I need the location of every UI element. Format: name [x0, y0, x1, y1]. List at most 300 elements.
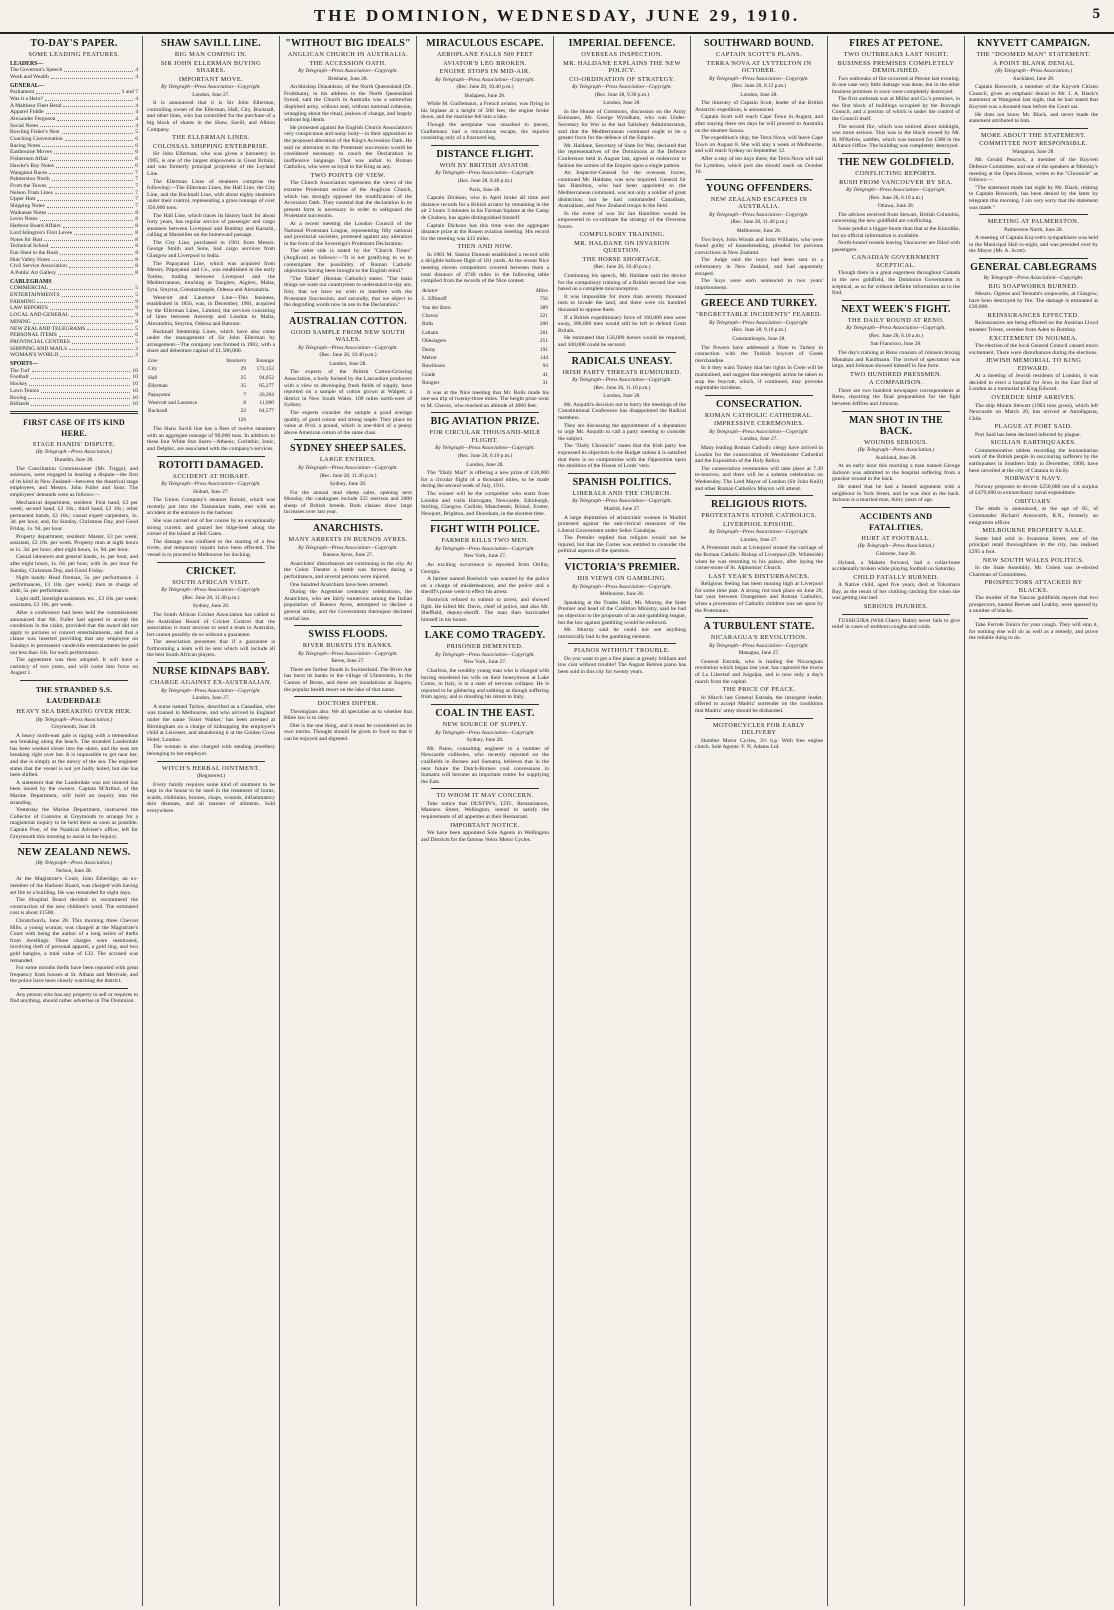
- article-received: (Rec. June 28, 6.10 p.m.): [457, 453, 513, 459]
- article-dateline: Paris, June 28.: [469, 186, 501, 193]
- article-body: [284, 490, 412, 516]
- index-entry-label: Racing Notes: [10, 142, 41, 149]
- paragraph: Speaking at the Trades Hall, Mr. Murray, the State Premier and head of the Coalition Ministry, said he had no objection to the proposals of an anti-gambling league, but the law against gambling would be enforced.: [558, 599, 686, 626]
- paragraph: Westcott and Laurence Line—This business, established in 1856, was, in December, 1901, acquired by the Ellerman Lines, Limited, the services consisting of lines between Antwerp and London to Malta, Alexandria, Smyrna, Odessa and Batoum.: [147, 294, 275, 327]
- paragraph: The Ellerman Lines of steamers comprise the following:—The Ellerman Lines, the Hall Line, the City Line, and the Bucknall Line, with about eighty steamers under their control, representing a gross tonnage of over 350,000 tons.: [147, 178, 275, 211]
- notice-text: Take notice that DUSTIN'S, LTD., Restaurateurs, Manners Street, Wellington, intend to satisfy the requirements of all appetites at their Restaurant.: [421, 800, 549, 820]
- table-header-cell: Line: [148, 357, 158, 364]
- index-entry-label: Wanganui Races: [10, 169, 48, 176]
- article-body: [421, 195, 549, 242]
- article-dateline: Brisbane, June 28.: [328, 75, 368, 82]
- paragraph: In March last General Estrada, the insurgent leader, offered to accept Madriz' surrender on the conditions that Madriz' army should be disbanded.: [695, 694, 823, 714]
- paragraph: Anarchists' disturbances are continuing in the city. At the Colon Theatre a bomb was thrown during a performance, and several persons were injured.: [284, 560, 412, 580]
- paragraph: The winner will be the competitor who starts from London and visits Harrogate, Newcastle, Edinburgh, Stirling, Glasgow, Carlisle, Manchester, Bristol, Exeter, Newport, Brighton, and Shoreham, in the shortest time.: [421, 490, 549, 517]
- index-section-heading: GENERAL—: [10, 82, 45, 89]
- article-knyvett: [969, 38, 1098, 255]
- article-credit: By Telegraph—Press Association—Copyright.: [572, 583, 672, 590]
- cable-text: The murder of the Yancan goldfields reports that two prospectors, named Reeves and Leabby, were speared by a number of blacks.: [969, 595, 1098, 615]
- paragraph: Captain Dickson, who in April broke all time and distance records for a British aviator by remaining in the air 2 hours 3 minutes in his Farman biplane at the Camp de Chalons, has again distinguished himself.: [421, 195, 549, 221]
- paragraph: The Premier replied that religion would not be injured, but that the Cortes was entitled to consider the political aspects of the question.: [558, 535, 686, 555]
- table-cell: 20,204: [259, 391, 274, 398]
- paragraph: "The statement made last night by Mr. Black, relating to Captain Bosworth, has been denied by the latter by telegram this morning. I am very sorry that the statement was made.": [969, 184, 1098, 211]
- index-entry-label: Lawn Tennis: [10, 387, 39, 394]
- paragraph: Religious feeling has been running high at Liverpool for some time past. A strong riot took place on June 20, last year between Orangemen and Roman Catholics, when a procession of Catholic children was set upon by the Protestants.: [695, 581, 823, 614]
- article-headline: COAL IN THE EAST.: [435, 708, 535, 720]
- leader-dots: [50, 305, 133, 310]
- index-entry-page: 6: [135, 332, 138, 339]
- leader-dots: [28, 395, 130, 400]
- index-entry-page: 5: [135, 292, 138, 299]
- paragraph: The first outbreak was at Millar and Co.'s premises, in the first block of buildings occupied by the Borough Council, and a portion of which is under the control of the Council itself.: [832, 96, 960, 123]
- index-entry-page: 4: [135, 109, 138, 116]
- cable-text: Messrs. Ogston and Tennant's soapworks, at Glasgow, have been destroyed by fire. The damage is estimated at £30,000.: [969, 291, 1098, 311]
- article-dateline: New York, June 27.: [463, 553, 507, 560]
- paragraph: An exciting occurrence is reported from Orillia, Georgia.: [421, 562, 549, 575]
- leader-dots: [62, 292, 134, 297]
- paragraph: He protested against the English Church Association's very conspicuous and noisy body—in their opposition to the proposed alteration of the King's Accession Oath. He said no alteration to the Protestant succession would be considered necessary to couch the Declaration in inoffensive language. That was unfair to Roman Catholics, who were as loyal to the King as any.: [284, 124, 412, 171]
- article-credit: (By Telegraph—Press Association.): [857, 543, 935, 550]
- article-credit: By Telegraph—Press Association—Copyright.: [161, 587, 261, 594]
- article-body: [695, 345, 823, 392]
- index-entry-label: Upper Hutt: [10, 196, 36, 203]
- article-subhead: LARGE ENTRIES.: [319, 456, 377, 464]
- fleet-table: [147, 357, 275, 424]
- article-subhead: CANADIAN GOVERNMENT SCEPTICAL.: [851, 254, 940, 269]
- index-entry: [10, 395, 138, 402]
- table-header-cell: Steamers: [226, 357, 247, 364]
- article-credit: By Telegraph—Press Association—Copyright.: [572, 498, 672, 505]
- index-entry: [10, 257, 138, 264]
- cable-text: The ship Mount Stewart (1903 tons gross), which left Newcastle on March 20, has arrived at Antofagasta, Chile.: [969, 402, 1098, 422]
- index-entry-page: 8: [135, 223, 138, 230]
- divider: [842, 411, 950, 412]
- table-cell: Rolls: [422, 321, 434, 328]
- article-aviation-prize: [421, 416, 549, 517]
- index-entry-page: 8: [135, 229, 138, 236]
- index-entry: [10, 196, 138, 203]
- article-body: [695, 581, 823, 614]
- table-row: [421, 337, 549, 345]
- article-body: [695, 659, 823, 685]
- paragraph: Light staff, limelight assistants, etc., £3 10s. per week; assistants, £2 10s. per week.: [10, 595, 138, 609]
- index-entry-page: 10: [132, 367, 138, 374]
- article-subhead: A COMPARISON.: [869, 379, 923, 387]
- cable-text: Reinsurances are being effected on the Austrian Lloyd steamer Trieste, overdue from Aden to Bombay.: [969, 320, 1098, 333]
- divider: [842, 300, 950, 301]
- index-entry-page: 8: [135, 209, 138, 216]
- paragraph: The association presumes that if a guarantee is forthcoming a team will be sent which will include all the best South African players.: [147, 639, 275, 659]
- article-body: [284, 180, 412, 308]
- table-cell: Metrot: [422, 355, 437, 361]
- index-entry-label: Football: [10, 374, 29, 381]
- paragraph: Captain Scott will reach Cape Town in August, and after staying there ten days he will proceed to Australia on the steamer Saxon.: [695, 114, 823, 134]
- paragraph: The Church Association represents the views of the extreme Protestant section of the Anglican Church, which has strongly opposed the modification of the Accession Oath. They contend that the declaration in its present form is necessary in order to safeguard the Protestant succession.: [284, 180, 412, 220]
- paragraph: At an early hour this morning a man named George Jackson was admitted to the hospital suffering from a gunshot wound in the back.: [832, 463, 960, 483]
- index-entry-page: 8: [135, 249, 138, 256]
- article-dateline: London, June 28.: [466, 461, 504, 468]
- leader-dots: [47, 203, 134, 208]
- article-body: [421, 562, 549, 623]
- index-entry-page: 7: [135, 169, 138, 176]
- index-entry-label: PERSONAL ITEMS: [10, 332, 57, 339]
- paragraph: Mechanical department, resident: First hand, £3 per week; second hand, £2 10s.; third hand, £2 10s.; other permanent hands, £2 10s.; casual expert carpenters, 1s. 3d. per hour, and, for Sunday, Christmas Day, and Good Friday, 1s. 9d. per hour.: [10, 499, 138, 532]
- article-subhead: THE HORSE SHORTAGE.: [582, 255, 662, 263]
- paragraph: Archbishop Donaldson, of the North Queensland (Dr. Frodsham), in his address to the North Queensland Synod, said the Church in Australia was a somewhat dispirited army, without zeal, without nominal cohesion, wrangling about the ritual, jealous of change, and largely without big ideals.: [284, 84, 412, 124]
- table-row: [421, 304, 549, 312]
- article-body: [832, 212, 960, 254]
- paragraph: Night hands: Head fireman, 5s. per performance. 3 performances, £1 10s. (per week); men in charge of slide, 5s. per performance.: [10, 575, 138, 595]
- table-cell: Bucknall: [148, 408, 168, 415]
- index-entry-label: COMMERCIAL: [10, 285, 48, 292]
- article-body: [832, 463, 960, 504]
- divider: [431, 704, 539, 705]
- article-received: (Rec. June 28, 9.10 p.m.): [731, 327, 787, 334]
- paragraph: The experts consider the sample a good average quality, of good colour and strong staple. They place its value at 8½d. a pound, which is one-third of a penny above American cotton of the same class.: [284, 410, 412, 436]
- paragraph: A nurse named Tarlow, described as a Canadian, who was trained in Melbourne, and who arrived in England under the name 'Sister Walker,' has been arrested at Birmingham on a charge of kidnapping the employer's child at Leicester, and abandoning it at the Golden Cross Hotel, London.: [147, 703, 275, 743]
- article-body: [147, 151, 275, 355]
- index-entry-label: Work and Wealth: [10, 73, 49, 80]
- table-body: [147, 365, 275, 415]
- article-subhead: MORE ABOUT THE STATEMENT.: [981, 131, 1086, 139]
- index-entry-label: Levin Notes: [10, 216, 38, 223]
- paragraph: A farmer named Bostwick was wanted by the police on a charge of misdemeanour, and the police and a sheriff's posse went to effect his arrest.: [421, 576, 549, 596]
- paragraph: Two outbreaks of fire occurred at Petone last evening. In one case very little damage was done, but in the other business premises in town were completely destroyed.: [832, 75, 960, 95]
- index-entry-page: 4: [135, 73, 138, 80]
- index-entry-page: 9: [135, 318, 138, 325]
- index-entry: [10, 74, 138, 81]
- article-credit: By Telegraph—Press Association—Copyright.: [161, 84, 261, 90]
- cable-text: Port Said has been declared infected by plague.: [975, 431, 1081, 438]
- index-entry: [10, 116, 138, 123]
- paragraph: The "Daily Chronicle" states that the Irish party has expressed its objection to the Budget unless it is satisfied that there is no compromise with the Opposition upon the abolition of the House of Lords' veto.: [558, 443, 686, 470]
- paragraph: Mr. Asquith's decision not to hurry the meetings of the Constitutional Conference has disappointed the Radical members.: [558, 401, 686, 422]
- article-headline: THE NEW GOLDFIELD.: [838, 157, 954, 169]
- divider: [705, 495, 813, 496]
- article-dateline: Sydney, June 28.: [329, 481, 367, 488]
- index-entry-page: 9: [135, 298, 138, 305]
- column-5: [554, 36, 691, 1606]
- article-headline: SWISS FLOODS.: [308, 629, 388, 641]
- index-entry-label: FARMING: [10, 298, 36, 305]
- table-cell: 8: [243, 400, 247, 406]
- index-entry-label: Technical School: [10, 243, 49, 250]
- leader-dots: [69, 263, 133, 268]
- article-deck: SIR JOHN ELLERMAN BUYING SHARES.: [160, 59, 262, 74]
- index-entry: [10, 381, 138, 388]
- index-entry-page: 8: [135, 243, 138, 250]
- article-subhead: LIBERALS AND THE CHURCH.: [572, 489, 672, 497]
- index-entry-label: Apparel Fiddle: [10, 109, 44, 116]
- leader-dots: [59, 332, 133, 337]
- index-entry: [10, 237, 138, 244]
- table-cell: Westcott and Laurence: [148, 400, 198, 406]
- table-cell: 22: [240, 408, 247, 415]
- paragraph: The woman is also charged with stealing jewellery belonging to her employer.: [147, 744, 275, 757]
- article-subhead: SERIOUS INJURIES.: [863, 603, 929, 610]
- article-body: [284, 709, 412, 743]
- paragraph: He estimated that 156,000 horses would be required, and 100,000 could be secured.: [558, 335, 686, 348]
- paragraph: An Inspector-General for the overseas forces, continued Mr. Haldane, was now required. General Sir Ian Hamilton, who had been appointed to the Mediterranean command, was not only a soldier of great distinction, but he had commanded Canadians, Australians, and New Zealand troops in the field.: [558, 170, 686, 210]
- paragraph: If a British expeditionary force of 160,000 men were away, 300,000 men would still be left to defend Great Britain.: [558, 314, 686, 334]
- article-body: [147, 704, 275, 758]
- article-young: [695, 183, 823, 292]
- article-credit: By Telegraph—Press Association—Copyright.: [435, 729, 535, 736]
- index-entry: [10, 352, 138, 359]
- article-dateline: Madrid, June 27.: [603, 505, 641, 512]
- index-entry: [10, 401, 138, 408]
- leader-dots: [31, 401, 130, 406]
- index-entry: [10, 143, 138, 150]
- article-headline: FIRES AT PETONE.: [849, 38, 943, 49]
- ad-title: PIANOS WITHOUT TROUBLE.: [573, 647, 670, 655]
- article-received: (Rec. June 28, 6.10 a.m.): [868, 194, 924, 201]
- article-dateline: Nelson, June 28.: [56, 867, 92, 874]
- index-entry: [10, 326, 138, 333]
- article-subhead: "REGRETTABLE INCIDENTS" FEARED.: [696, 311, 822, 319]
- index-entry: [10, 319, 138, 326]
- divider: [157, 662, 265, 663]
- paragraph: There are two hundred newspaper correspondents at Reno, reporting the final preparations for the fight between Jeffries and Johnson.: [832, 387, 960, 407]
- column-1: [6, 36, 143, 1606]
- table-header-row: [421, 287, 549, 295]
- index-entry-label: Eastbourne Moves: [10, 149, 52, 156]
- paragraph: At the Magistrate's Court, John Etheridge, an ex-member of the Harbour Board, was charged with having set fire to a building. He was remanded for eight days.: [10, 876, 138, 896]
- article-body: [695, 545, 823, 571]
- article-subhead: WON BY BRITISH AVIATOR.: [439, 161, 531, 169]
- index-entry-label: Parliament: [10, 89, 35, 96]
- paragraph: The "Daily Mail" is offering a new prize of £10,000 for a circular flight of a thousand miles, to be made during the second week of July, 1911.: [421, 470, 549, 490]
- divider: [705, 617, 813, 618]
- index-entry: [10, 285, 138, 292]
- index-entry-page: 10: [132, 401, 138, 408]
- column-6: [691, 36, 828, 1606]
- article-subhead: ANGLICAN CHURCH IN AUSTRALIA.: [287, 51, 409, 58]
- article-headline: CRICKET.: [185, 565, 237, 577]
- leader-dots: [41, 388, 131, 393]
- table-cell: 29: [240, 366, 247, 373]
- article-fight: [832, 304, 960, 408]
- article-subhead: SOME LEADING FEATURES.: [28, 51, 120, 58]
- article-deck: TERRA NOVA AT LYTTELTON IN OCTOBER.: [706, 59, 812, 74]
- article-subhead: COMPULSORY TRAINING.: [579, 231, 665, 239]
- divider: [157, 562, 265, 563]
- index-entry-page: 8: [135, 256, 138, 263]
- cable-subhead: PLAGUE AT PORT SAID.: [994, 423, 1073, 431]
- divider: [979, 214, 1088, 215]
- table-cell: 200: [539, 321, 548, 328]
- article-received: (Rec. June 28, 9.30 p.m.): [594, 91, 650, 98]
- paragraph: The Hospital Board decided to recommend the construction of the new children's ward. The estimated cost is about £1500.: [10, 897, 138, 917]
- index-entry-page: 6: [135, 162, 138, 169]
- article-subhead: STAGE HANDS' DISPUTE.: [32, 440, 116, 448]
- index-entry-label: LAW REPORTS: [10, 305, 48, 312]
- table-cell: Olieslagers: [422, 338, 447, 345]
- article-deck: BUSINESS PREMISES COMPLETELY DEMOLISHED.: [837, 59, 955, 74]
- article-general-cablegrams: [969, 262, 1098, 642]
- index-entry-page: 7: [135, 182, 138, 189]
- article-subhead: COMMITTEE NOT RESPONSIBLE.: [979, 140, 1088, 148]
- table-cell: Rougier: [422, 380, 440, 387]
- paragraph: Charlton, the wealthy young man who is charged with having murdered his wife on their honeymoon at Lake Como, in Italy, is in a state of nervous collapse. He is reported to be gibbering and sobbing as though suffering from agony, and is dreading his return to Italy.: [421, 668, 549, 701]
- index-entry-label: Billiards: [10, 401, 30, 408]
- article-subhead: MR. HALDANE ON INVASION QUESTION.: [574, 239, 670, 255]
- article-dateline: Palmerston North, June 28.: [1004, 226, 1063, 233]
- table-cell: Ellerman: [148, 383, 168, 390]
- table-cell: 173,153: [256, 366, 274, 373]
- leader-dots: [51, 243, 134, 248]
- index-entry-page: 2: [135, 352, 138, 359]
- ad-subtitle: (Registered.): [197, 773, 225, 779]
- article-subhead: COLOSSAL SHIPPING ENTERPRISE.: [153, 142, 269, 150]
- paragraph: The Powers have addressed a Note to Turkey in connection with the Turkish boycott of Greek merchandise.: [695, 344, 823, 364]
- index-entry-label: WOMAN'S WORLD: [10, 352, 59, 359]
- article-dateline: Wanganui, June 28.: [1012, 148, 1055, 155]
- divider: [431, 520, 539, 521]
- article-trailer: Any person who has any property to sell or requires to find anything, should rather advertise in The Dominion.: [10, 991, 138, 1005]
- cable-text: The death is announced, at the age of 85, of Commander Richard Ainsworth, R.N., formerly an emigration officer.: [969, 506, 1098, 526]
- index-entry: [10, 230, 138, 237]
- advertisement: [147, 765, 275, 815]
- article-received: (Rec. June 28, 10.40 p.m.): [319, 352, 377, 359]
- article-subhead: FARMER KILLS TWO MEN.: [441, 537, 529, 545]
- index-entry-page: 7: [135, 176, 138, 183]
- index-entry: [10, 109, 138, 116]
- paragraph: She was carried out of her course by an exceptionally strong current, and grazed her bilge-keel along the corner of the island at Hell Gates.: [147, 518, 275, 538]
- leader-dots: [40, 216, 134, 221]
- index-entry-page: 4: [135, 95, 138, 102]
- leader-dots: [87, 326, 133, 331]
- paragraph: Casual labourers and general hands, 1s. per hour, and after eight hours, 1s. 6d. per hour, with 3s. per hour for Sunday, Christmas Day, and Good Friday.: [10, 554, 138, 574]
- article-southward: [695, 38, 823, 176]
- article-anarchists: [284, 523, 412, 622]
- masthead-title: THE DOMINION, WEDNESDAY, JUNE 29, 1910.: [313, 6, 801, 25]
- index-entry-label: Alexander Ferguson: [10, 115, 56, 122]
- article-subhead: IRISH PARTY THREATS RUMOURED.: [562, 368, 682, 376]
- index-entry-page: 6: [135, 156, 138, 163]
- page-number: 5: [1092, 6, 1100, 22]
- leader-dots: [49, 183, 134, 188]
- article-subhead: CAPTAIN SCOTT'S PLANS.: [716, 51, 802, 58]
- divider: [705, 395, 813, 396]
- index-entry-label: Nelson Tram Lines: [10, 189, 53, 196]
- article-subhead: TWO OUTBREAKS LAST NIGHT.: [843, 51, 949, 58]
- cable-subhead: REINSURANCES EFFECTED.: [987, 311, 1080, 319]
- index-entry-label: Notes for Hutt: [10, 236, 43, 243]
- table-row: [421, 379, 549, 387]
- article-dateline: London, June 27.: [192, 91, 230, 98]
- article-dateline: Hobart, June 27.: [193, 488, 229, 495]
- table-cell: 85,277: [259, 383, 274, 390]
- index-entry: [10, 210, 138, 217]
- article-stranded: [10, 684, 138, 840]
- index-entry-page: 7: [135, 203, 138, 210]
- article-body: [421, 101, 549, 142]
- paragraph: The consecration ceremonies will take place at 7.30 to-morrow, and there will be a solemn celebration on Wednesday. The Lord Mayor of London (Sir John Knill) and other Roman Catholics Mayors will attend.: [695, 465, 823, 492]
- article-credit: By Telegraph—Press Association—Copyright.: [435, 170, 535, 177]
- index-entry: [10, 374, 138, 381]
- article-credit: By Telegraph—Press Association—Copyright.: [298, 464, 398, 471]
- index-entry-label: Hutt Valley Notes: [10, 256, 50, 263]
- article-credit: By Telegraph—Press Association—Copyright.: [709, 319, 809, 326]
- table-cell: 251: [539, 338, 548, 345]
- index-entry-label: Lord Islington's First Levee: [10, 229, 73, 236]
- table-cell: 389: [539, 304, 548, 311]
- article-received: (Rec. June 28, 10.40 p.m.): [593, 264, 651, 271]
- article-lake-como: [421, 630, 549, 701]
- index-entry-label: Was it a Hero?: [10, 95, 43, 102]
- index-entry-page: 6: [135, 142, 138, 149]
- paragraph: One hundred Anarchists have been arrested.: [290, 581, 389, 588]
- table-total-row: [147, 416, 275, 424]
- leader-dots: [52, 257, 133, 262]
- table-cell: 191: [539, 346, 548, 353]
- cable-subhead: JEWISH MEMORIAL TO KING EDWARD.: [985, 357, 1082, 372]
- article-body: [147, 612, 275, 659]
- index-entry-label: Shipping Notes: [10, 203, 45, 210]
- leader-dots: [54, 149, 133, 154]
- article-deck: CO-ORDINATION OF STRATEGY.: [569, 75, 675, 83]
- article-headline: THE STRANDED S.S. LAUDERDALE: [35, 685, 113, 706]
- cable-subhead: SICILIAN EARTHQUAKES.: [990, 439, 1077, 447]
- masthead: [0, 0, 1114, 34]
- article-body: [832, 560, 960, 573]
- article-dateline: Constantinople, June 28.: [732, 336, 786, 343]
- table-cell: Duray: [422, 346, 436, 353]
- index-entry-label: Palmerston North: [10, 176, 50, 183]
- ad-title: WITCH'S HERBAL OINTMENT.: [161, 764, 261, 772]
- article-subhead: HEAVY SEA BREAKING OVER HER.: [16, 708, 132, 716]
- article-deck: IMPORTANT MOVE.: [178, 75, 244, 83]
- index-entry-page: 7: [135, 196, 138, 203]
- table-cell: 94,852: [259, 374, 274, 381]
- leader-dots: [46, 109, 133, 114]
- leader-dots: [58, 270, 133, 275]
- leader-dots: [71, 312, 133, 317]
- notice: [421, 792, 549, 843]
- index-section-heading: LEADERS—: [10, 60, 44, 67]
- leader-dots: [44, 237, 133, 242]
- divider: [979, 258, 1088, 259]
- article-riots: [695, 499, 823, 614]
- article-credit: By Telegraph—Press Association—Copyright.: [572, 84, 672, 90]
- article-credit: By Telegraph—Press Association—Copyright.: [298, 344, 398, 351]
- article-headline: NEW ZEALAND NEWS.: [17, 847, 131, 859]
- index-entry: [10, 243, 138, 250]
- article-credit: By Telegraph—Press Association—Copyright.: [709, 428, 809, 435]
- article-fires: [832, 38, 960, 150]
- article-subhead: THE "DOOMED MAN" STATEMENT.: [976, 51, 1091, 58]
- leader-dots: [74, 230, 133, 235]
- paragraph: The second fire, which was noticed about midnight, was more serious. This was in the block owned by Mr. H. M'Kelvie, saddler, which was insured for £380 in the Alliance Office. The building was completely destroyed.: [832, 123, 960, 150]
- index-entry: [10, 312, 138, 319]
- table-row: [147, 382, 275, 390]
- index-entry: [10, 136, 138, 143]
- article-shaw-savill: [147, 38, 275, 453]
- index-entry-label: Boxing: [10, 394, 27, 401]
- leader-dots: [60, 352, 133, 357]
- paragraph: Bostwick refused to submit to arrest, and showed fight. He killed Mr. Davis, chief of police, and also Mr. Sheffield, deputy-sheriff. The man then barricaded himself in his house.: [421, 597, 549, 623]
- article-headline: NEXT WEEK'S FIGHT.: [841, 303, 951, 315]
- article-dateline: Budapest, June 28.: [464, 92, 506, 99]
- index-entry-page: 4: [135, 122, 138, 129]
- index-entry-label: The Governor's Speech: [10, 67, 63, 74]
- table-row: [421, 354, 549, 362]
- paragraph: Captain Dickson has this time won the aggregate distance prize at the Rouen aviation meeting. His record for the meeting was 433 miles.: [421, 222, 549, 242]
- article-subhead: DOCTORS DIFFER.: [317, 700, 379, 708]
- leader-dots: [62, 129, 134, 134]
- table-cell: 35: [240, 383, 247, 390]
- article-subhead: BIG MAN COMING IN.: [174, 51, 248, 58]
